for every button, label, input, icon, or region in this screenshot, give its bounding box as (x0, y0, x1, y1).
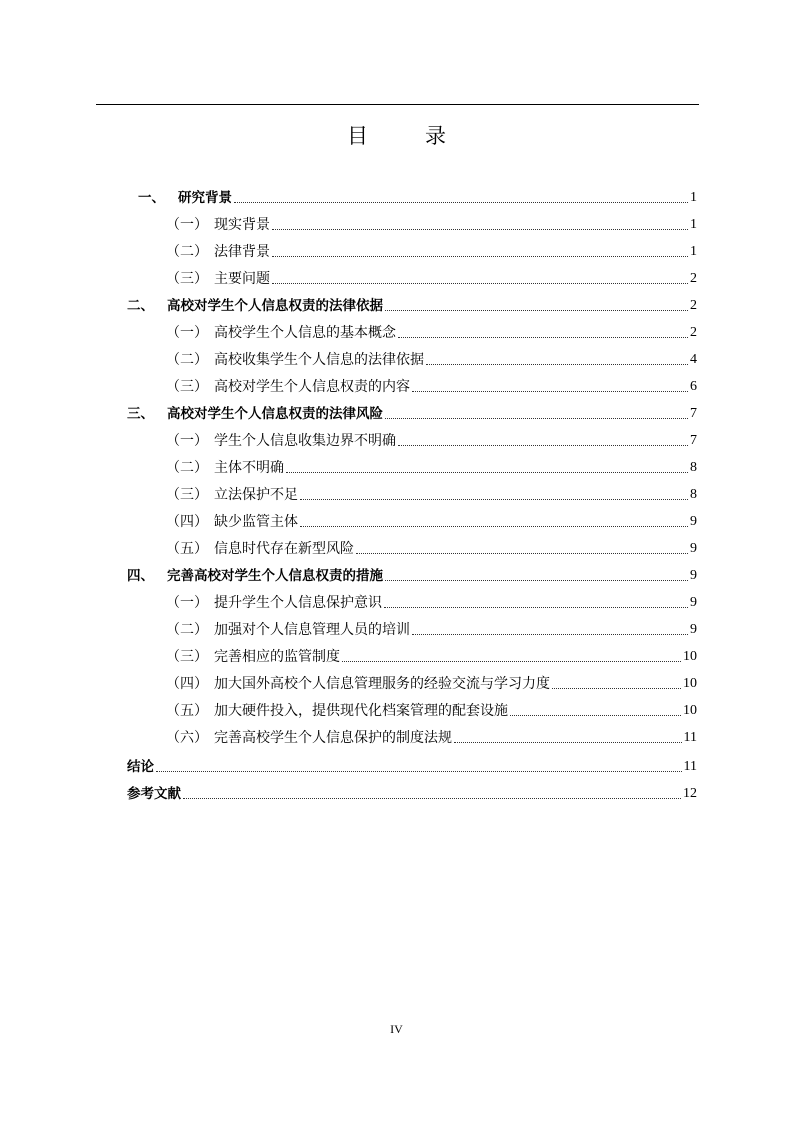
toc-entry[interactable] (127, 403, 697, 423)
dot-leader (300, 499, 688, 500)
toc-entry[interactable] (138, 187, 697, 207)
toc-entry[interactable] (166, 619, 697, 639)
toc-entry[interactable] (166, 430, 697, 450)
toc-entry-page: 8 (690, 487, 697, 502)
dot-leader (183, 798, 681, 799)
toc-entry-number: （一） (166, 325, 208, 341)
toc-entry-page: 9 (690, 541, 697, 556)
toc-entry[interactable] (166, 322, 697, 342)
toc-entry-number: （三） (166, 487, 208, 503)
toc-entry[interactable] (166, 646, 697, 666)
dot-leader (300, 526, 688, 527)
dot-leader (384, 607, 688, 608)
dot-leader (272, 229, 688, 230)
toc-entry-page: 10 (683, 676, 697, 691)
toc-entry-label: 完善高校对学生个人信息权责的措施 (167, 568, 383, 584)
toc-entry-page: 11 (683, 759, 697, 774)
dot-leader (272, 256, 688, 257)
toc-entry[interactable] (166, 538, 697, 558)
toc-entry[interactable] (166, 673, 697, 693)
toc-entry[interactable] (166, 349, 697, 369)
toc-entry-page: 10 (683, 649, 697, 664)
toc-entry-label: 高校对学生个人信息权责的内容 (214, 379, 410, 395)
dot-leader (385, 580, 688, 581)
toc-entry-page: 1 (690, 217, 697, 232)
toc-entry[interactable] (127, 295, 697, 315)
toc-entry-label: 加大硬件投入，提供现代化档案管理的配套设施 (214, 703, 508, 719)
toc-entry-label: 主体不明确 (214, 460, 284, 476)
page-title: 目 录 (347, 124, 464, 148)
dot-leader (412, 634, 688, 635)
toc-entry-number: （五） (166, 703, 208, 719)
toc-entry[interactable] (127, 756, 697, 776)
toc-entry-page: 11 (683, 730, 697, 745)
toc-entry-page: 2 (690, 325, 697, 340)
dot-leader (356, 553, 688, 554)
toc-entry-page: 1 (690, 190, 697, 205)
toc-entry-number: （四） (166, 514, 208, 530)
toc-entry-number: （三） (166, 271, 208, 287)
dot-leader (398, 445, 688, 446)
toc-entry-page: 12 (683, 786, 697, 801)
toc-entry-page: 6 (690, 379, 697, 394)
toc-entry-number: （一） (166, 433, 208, 449)
toc-entry-label: 加大国外高校个人信息管理服务的经验交流与学习力度 (214, 676, 550, 692)
toc-entry-page: 8 (690, 460, 697, 475)
toc-entry-label: 参考文献 (127, 786, 181, 802)
toc-entry-page: 9 (690, 622, 697, 637)
toc-entry-label: 学生个人信息收集边界不明确 (214, 433, 396, 449)
toc-entry-label: 缺少监管主体 (214, 514, 298, 530)
toc-entry-label: 立法保护不足 (214, 487, 298, 503)
toc-entry-label: 加强对个人信息管理人员的培训 (214, 622, 410, 638)
toc-entry-number: （五） (166, 541, 208, 557)
toc-entry-number: （六） (166, 730, 208, 746)
dot-leader (342, 661, 681, 662)
toc-entry[interactable] (166, 511, 697, 531)
toc-entry-number: 一、 (138, 190, 165, 206)
toc-entry-label: 研究背景 (178, 190, 232, 206)
footer-page-number: IV (390, 1022, 403, 1036)
toc-entry-label: 现实背景 (214, 217, 270, 233)
toc-entry[interactable] (166, 268, 697, 288)
dot-leader (412, 391, 688, 392)
toc-entry-label: 高校收集学生个人信息的法律依据 (214, 352, 424, 368)
toc-entry-number: （二） (166, 244, 208, 260)
toc-entry[interactable] (166, 700, 697, 720)
toc-entry-page: 9 (690, 514, 697, 529)
toc-entry[interactable] (166, 214, 697, 234)
dot-leader (156, 771, 682, 772)
toc-entry[interactable] (127, 565, 697, 585)
toc-entry-page: 10 (683, 703, 697, 718)
toc-entry-number: （三） (166, 649, 208, 665)
dot-leader (286, 472, 688, 473)
toc-entry-number: （三） (166, 379, 208, 395)
toc-entry-label: 完善相应的监管制度 (214, 649, 340, 665)
toc-entry[interactable] (166, 727, 697, 747)
toc-entry-page: 9 (690, 595, 697, 610)
toc-entry-number: （四） (166, 676, 208, 692)
dot-leader (552, 688, 681, 689)
toc-entry[interactable] (127, 783, 697, 803)
dot-leader (426, 364, 688, 365)
toc-entry-page: 1 (690, 244, 697, 259)
toc-entry[interactable] (166, 376, 697, 396)
toc-entry-number: （二） (166, 622, 208, 638)
toc-entry-number: （一） (166, 217, 208, 233)
toc-entry[interactable] (166, 457, 697, 477)
toc-entry-label: 完善高校学生个人信息保护的制度法规 (214, 730, 452, 746)
toc-entry-label: 结论 (127, 759, 154, 775)
toc-entry-page: 7 (690, 406, 697, 421)
dot-leader (385, 310, 688, 311)
dot-leader (454, 742, 682, 743)
toc-entry-number: 二、 (127, 298, 154, 314)
toc-entry-page: 2 (690, 271, 697, 286)
dot-leader (385, 418, 688, 419)
toc-entry-number: （一） (166, 595, 208, 611)
toc-entry-page: 4 (690, 352, 697, 367)
toc-entry[interactable] (166, 241, 697, 261)
toc-entry-label: 提升学生个人信息保护意识 (214, 595, 382, 611)
toc-entry-number: 三、 (127, 406, 154, 422)
dot-leader (398, 337, 688, 338)
toc-entry-page: 9 (690, 568, 697, 583)
toc-entry-label: 法律背景 (214, 244, 270, 260)
toc-entry[interactable] (166, 592, 697, 612)
dot-leader (234, 202, 688, 203)
toc-entry-number: （二） (166, 352, 208, 368)
toc-entry-label: 高校学生个人信息的基本概念 (214, 325, 396, 341)
toc-entry-label: 高校对学生个人信息权责的法律风险 (167, 406, 383, 422)
toc-entry-label: 主要问题 (214, 271, 270, 287)
dot-leader (272, 283, 688, 284)
toc-entry-number: 四、 (127, 568, 154, 584)
dot-leader (510, 715, 681, 716)
toc-entry[interactable] (166, 484, 697, 504)
toc-entry-number: （二） (166, 460, 208, 476)
toc-entry-page: 7 (690, 433, 697, 448)
toc-entry-label: 高校对学生个人信息权责的法律依据 (167, 298, 383, 314)
toc-entry-label: 信息时代存在新型风险 (214, 541, 354, 557)
toc-entry-page: 2 (690, 298, 697, 313)
